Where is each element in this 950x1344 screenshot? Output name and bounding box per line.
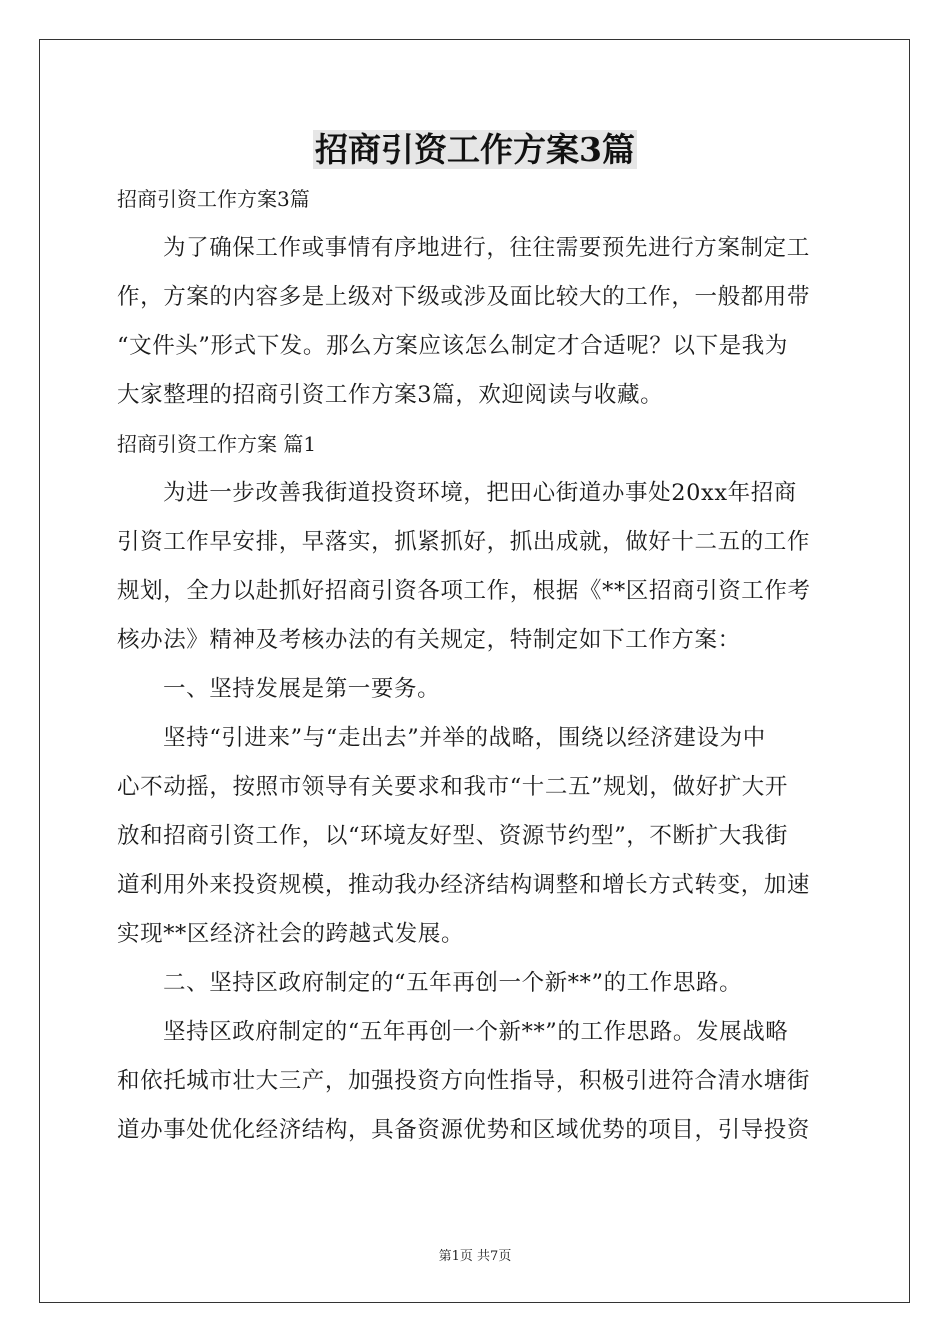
text-line: 核办法》精神及考核办法的有关规定，特制定如下工作方案： xyxy=(117,627,741,653)
text-line: 大家整理的招商引资工作方案3篇，欢迎阅读与收藏。 xyxy=(117,382,664,408)
text-line: 招商引资工作方案3篇 xyxy=(117,187,310,211)
text-line: 道办事处优化经济结构，具备资源优势和区域优势的项目，引导投资 xyxy=(117,1117,811,1143)
text-line: 引资工作早安排，早落实，抓紧抓好，抓出成就，做好十二五的工作 xyxy=(117,529,811,555)
page-footer: 第1页 共7页 xyxy=(438,1249,512,1264)
text-line: 一、坚持发展是第一要务。 xyxy=(163,676,441,702)
text-line: 招商引资工作方案 篇1 xyxy=(117,432,317,456)
text-line: 为进一步改善我街道投资环境，把田心街道办事处20xx年招商 xyxy=(163,480,797,506)
text-line: 作，方案的内容多是上级对下级或涉及面比较大的工作，一般都用带 xyxy=(117,284,811,310)
document-title-text: 招商引资工作方案3篇 xyxy=(315,130,635,169)
text-line: 坚持“引进来”与“走出去”并举的战略，围绕以经济建设为中 xyxy=(163,725,766,751)
text-line: 心不动摇，按照市领导有关要求和我市“十二五”规划，做好扩大开 xyxy=(117,774,789,800)
document-title xyxy=(0,126,950,174)
text-line: 规划，全力以赴抓好招商引资各项工作，根据《**区招商引资工作考 xyxy=(117,578,811,604)
text-line: “文件头”形式下发。那么方案应该怎么制定才合适呢？以下是我为 xyxy=(117,333,789,359)
text-line: 和依托城市壮大三产，加强投资方向性指导，积极引进符合清水塘街 xyxy=(117,1068,811,1094)
text-line: 道利用外来投资规模，推动我办经济结构调整和增长方式转变，加速 xyxy=(117,872,811,898)
text-line: 坚持区政府制定的“五年再创一个新**”的工作思路。发展战略 xyxy=(163,1019,789,1045)
document-body xyxy=(117,175,833,1155)
text-line: 放和招商引资工作，以“环境友好型、资源节约型”，不断扩大我街 xyxy=(117,823,789,849)
text-line: 为了确保工作或事情有序地进行，往往需要预先进行方案制定工 xyxy=(163,235,810,261)
text-line: 实现**区经济社会的跨越式发展。 xyxy=(117,921,465,947)
text-line: 二、坚持区政府制定的“五年再创一个新**”的工作思路。 xyxy=(163,970,743,996)
